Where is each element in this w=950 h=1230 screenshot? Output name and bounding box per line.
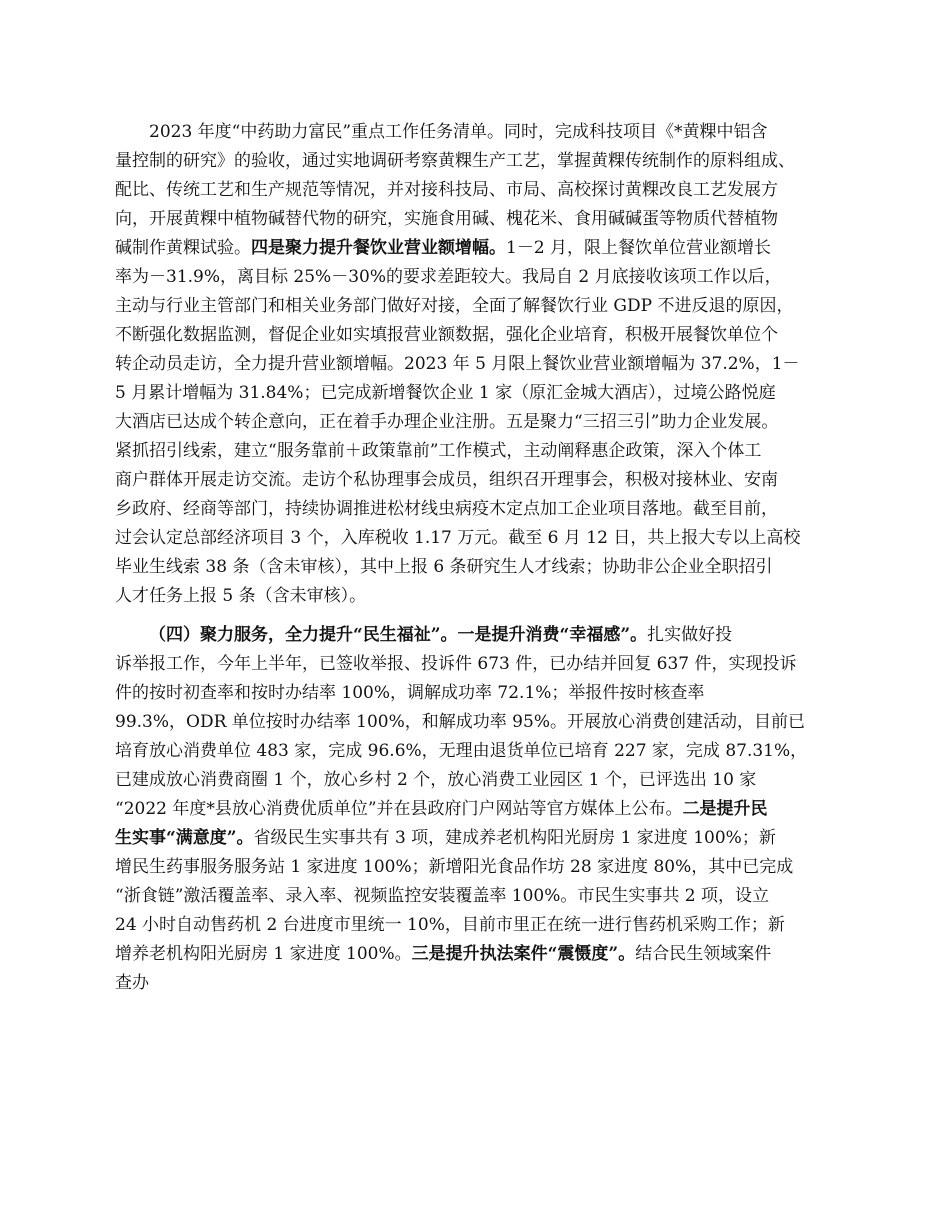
text-run: 毕业生线索 38 条（含未审核），其中上报 6 条研究生人才线索；协助非公企业全职招引	[115, 557, 773, 577]
text-run: 扎实做好投	[647, 625, 733, 645]
text-line	[115, 321, 837, 350]
bold-text-run: （四）聚力服务，全力提升“民生福祉”。一是提升消费“幸福感”。	[149, 625, 648, 645]
text-run: 查办	[115, 973, 149, 993]
text-line	[115, 766, 837, 795]
text-line	[115, 824, 837, 853]
text-run: 不断强化数据监测，督促企业如实填报营业额数据，强化企业培育，积极开展餐饮单位个	[115, 325, 778, 345]
text-run: 24 小时自动售药机 2 台进度市里统一 10%，目前市里正在统一进行售药机采购工作；新	[115, 915, 785, 935]
text-run: 大酒店已达成个转企意向，正在着手办理企业注册。五是聚力“三招三引”助力企业发展。	[115, 412, 779, 432]
text-line	[115, 408, 837, 437]
text-line	[115, 524, 837, 553]
text-run: 99.3%，ODR 单位按时办结率 100%，和解成功率 95%。开展放心消费创建活动，目前已	[115, 712, 805, 732]
text-line	[115, 495, 837, 524]
text-run: 人才任务上报 5 条（含未审核）。	[115, 586, 367, 606]
bold-text-run: 生实事“满意度”。	[115, 828, 254, 848]
text-line	[115, 437, 837, 466]
text-run: 紧抓招引线索，建立“服务靠前＋政策靠前”工作模式，主动阐释惠企政策，深入个体工	[115, 441, 762, 461]
paragraph-2	[115, 621, 837, 998]
text-line	[115, 176, 837, 205]
text-line	[115, 205, 837, 234]
text-run: 结合民生领域案件	[635, 944, 772, 964]
text-run: 培育放心消费单位 483 家，完成 96.6%，无理由退货单位已培育 227 家，完成 87.31%，	[115, 741, 808, 761]
text-run: 率为－31.9%，离目标 25%－30%的要求差距较大。我局自 2 月底接收该项工作以后，	[115, 267, 782, 287]
bold-text-run: 三是提升执法案件“震慑度”。	[411, 944, 636, 964]
text-line	[115, 234, 837, 263]
text-line	[115, 582, 837, 611]
text-line	[115, 118, 837, 147]
text-run: 1－2 月，限上餐饮单位营业额增长	[506, 238, 772, 258]
text-run: 主动与行业主管部门和相关业务部门做好对接，全面了解餐饮行业 GDP 不进反退的原因，	[115, 296, 794, 316]
text-run: 5 月累计增幅为 31.84%；已完成新增餐饮企业 1 家（原汇金城大酒店），过境公路悦庭	[115, 383, 776, 403]
bold-text-run: 四是聚力提升餐饮业营业额增幅。	[251, 238, 506, 258]
text-line	[115, 350, 837, 379]
text-run: 省级民生实事共有 3 项，建成养老机构阳光厨房 1 家进度 100%；新	[253, 828, 776, 848]
text-run: 件的按时初查率和按时办结率 100%，调解成功率 72.1%；举报件按时核查率	[115, 683, 705, 703]
text-run: 过会认定总部经济项目 3 个，入库税收 1.17 万元。截至 6 月 12 日，共上报大专以上高校	[115, 528, 801, 548]
document-body	[115, 118, 837, 998]
text-line	[115, 853, 837, 882]
text-run: 诉举报工作，今年上半年，已签收举报、投诉件 673 件，已办结并回复 637 件，实现投诉	[115, 654, 797, 674]
text-run: 商户群体开展走访交流。走访个私协理事会成员，组织召开理事会，积极对接林业、安南	[115, 470, 778, 490]
text-line	[115, 708, 837, 737]
text-run: 增养老机构阳光厨房 1 家进度 100%。	[115, 944, 412, 964]
text-line	[115, 650, 837, 679]
text-run: 量控制的研究》的验收，通过实地调研考察黄粿生产工艺，掌握黄粿传统制作的原料组成、	[115, 151, 795, 171]
text-line	[115, 292, 837, 321]
text-line	[115, 621, 837, 650]
text-line	[115, 940, 837, 969]
paragraph-1	[115, 118, 837, 611]
text-line	[115, 737, 837, 766]
text-run: 已建成放心消费商圈 1 个，放心乡村 2 个，放心消费工业园区 1 个，已评选出 10 家	[115, 770, 757, 790]
text-line	[115, 882, 837, 911]
text-run: 转企动员走访，全力提升营业额增幅。2023 年 5 月限上餐饮业营业额增幅为 37.2%，1－	[115, 354, 800, 374]
text-line	[115, 553, 837, 582]
text-line	[115, 969, 837, 998]
text-line	[115, 679, 837, 708]
text-line	[115, 379, 837, 408]
text-line	[115, 466, 837, 495]
text-run: 碱制作黄粿试验。	[115, 238, 251, 258]
text-run: “2022 年度*县放心消费优质单位”并在县政府门户网站等官方媒体上公布。	[115, 799, 683, 819]
text-line	[115, 147, 837, 176]
text-line	[115, 795, 837, 824]
text-line	[115, 263, 837, 292]
text-run: 配比、传统工艺和生产规范等情况，并对接科技局、市局、高校探讨黄粿改良工艺发展方	[115, 180, 778, 200]
text-run: 增民生药事服务服务站 1 家进度 100%；新增阳光食品作坊 28 家进度 80%，其中已完成	[115, 857, 794, 877]
text-run: 乡政府、经商等部门，持续协调推进松材线虫病疫木定点加工企业项目落地。截至目前，	[115, 499, 778, 519]
text-run: 向，开展黄粿中植物碱替代物的研究，实施食用碱、槐花米、食用碱碱蛋等物质代替植物	[115, 209, 778, 229]
text-run: “浙食链”激活覆盖率、录入率、视频监控安装覆盖率 100%。市民生实事共 2 项，设立	[115, 886, 770, 906]
text-run: 2023 年度“中药助力富民”重点工作任务清单。同时，完成科技项目《*黄粿中铝含	[149, 122, 768, 142]
text-line	[115, 911, 837, 940]
bold-text-run: 二是提升民	[682, 799, 768, 819]
